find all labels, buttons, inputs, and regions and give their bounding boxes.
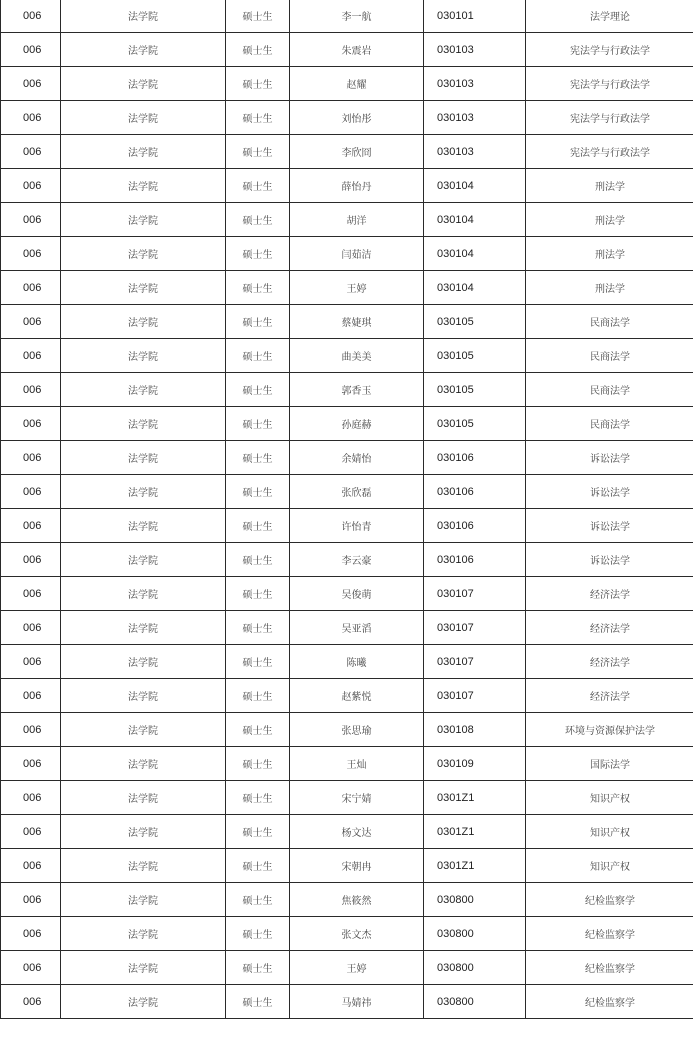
major-name-cell: 知识产权 xyxy=(526,781,693,815)
major-name-cell: 民商法学 xyxy=(526,339,693,373)
table-row xyxy=(1,577,693,611)
table-row xyxy=(1,611,693,645)
student-name-cell: 朱震岩 xyxy=(290,33,424,67)
student-name-cell: 吴俊萌 xyxy=(290,577,424,611)
student-type-cell: 硕士生 xyxy=(226,271,290,305)
student-name-cell: 张思瑜 xyxy=(290,713,424,747)
major-code-cell: 030105 xyxy=(424,339,526,373)
student-name-cell: 焦筱然 xyxy=(290,883,424,917)
table-row xyxy=(1,917,693,951)
major-name-cell: 民商法学 xyxy=(526,373,693,407)
student-type-cell: 硕士生 xyxy=(226,543,290,577)
college-cell: 法学院 xyxy=(61,305,226,339)
major-name-cell: 纪检监察学 xyxy=(526,985,693,1019)
major-code-cell: 030103 xyxy=(424,67,526,101)
major-name-cell: 刑法学 xyxy=(526,237,693,271)
major-code-cell: 030101 xyxy=(424,0,526,33)
major-name-cell: 知识产权 xyxy=(526,849,693,883)
student-type-cell: 硕士生 xyxy=(226,441,290,475)
student-name-cell: 王婷 xyxy=(290,951,424,985)
college-cell: 法学院 xyxy=(61,815,226,849)
college-code-cell: 006 xyxy=(1,679,61,713)
college-cell: 法学院 xyxy=(61,135,226,169)
student-type-cell: 硕士生 xyxy=(226,509,290,543)
college-code-cell: 006 xyxy=(1,883,61,917)
major-name-cell: 纪检监察学 xyxy=(526,883,693,917)
college-cell: 法学院 xyxy=(61,543,226,577)
major-code-cell: 030104 xyxy=(424,237,526,271)
college-cell: 法学院 xyxy=(61,747,226,781)
student-type-cell: 硕士生 xyxy=(226,815,290,849)
major-code-cell: 0301Z1 xyxy=(424,815,526,849)
student-name-cell: 宋宁婧 xyxy=(290,781,424,815)
college-cell: 法学院 xyxy=(61,509,226,543)
major-code-cell: 030107 xyxy=(424,679,526,713)
major-code-cell: 030105 xyxy=(424,305,526,339)
student-name-cell: 郭香玉 xyxy=(290,373,424,407)
college-code-cell: 006 xyxy=(1,33,61,67)
college-cell: 法学院 xyxy=(61,679,226,713)
college-code-cell: 006 xyxy=(1,101,61,135)
student-type-cell: 硕士生 xyxy=(226,645,290,679)
table-row xyxy=(1,169,693,203)
student-type-cell: 硕士生 xyxy=(226,917,290,951)
major-name-cell: 经济法学 xyxy=(526,645,693,679)
college-code-cell: 006 xyxy=(1,577,61,611)
major-name-cell: 诉讼法学 xyxy=(526,475,693,509)
student-name-cell: 赵紫悦 xyxy=(290,679,424,713)
student-type-cell: 硕士生 xyxy=(226,67,290,101)
student-type-cell: 硕士生 xyxy=(226,203,290,237)
college-cell: 法学院 xyxy=(61,237,226,271)
major-code-cell: 030107 xyxy=(424,645,526,679)
college-cell: 法学院 xyxy=(61,67,226,101)
college-code-cell: 006 xyxy=(1,917,61,951)
major-name-cell: 法学理论 xyxy=(526,0,693,33)
student-name-cell: 吴亚滔 xyxy=(290,611,424,645)
major-name-cell: 刑法学 xyxy=(526,203,693,237)
major-code-cell: 030107 xyxy=(424,577,526,611)
college-code-cell: 006 xyxy=(1,951,61,985)
table-row xyxy=(1,985,693,1019)
college-code-cell: 006 xyxy=(1,203,61,237)
student-name-cell: 王灿 xyxy=(290,747,424,781)
major-code-cell: 030800 xyxy=(424,883,526,917)
student-type-cell: 硕士生 xyxy=(226,169,290,203)
student-type-cell: 硕士生 xyxy=(226,747,290,781)
student-name-cell: 李一航 xyxy=(290,0,424,33)
major-name-cell: 刑法学 xyxy=(526,271,693,305)
student-type-cell: 硕士生 xyxy=(226,237,290,271)
major-name-cell: 知识产权 xyxy=(526,815,693,849)
college-cell: 法学院 xyxy=(61,33,226,67)
major-code-cell: 030105 xyxy=(424,407,526,441)
student-type-cell: 硕士生 xyxy=(226,339,290,373)
college-cell: 法学院 xyxy=(61,985,226,1019)
major-code-cell: 030106 xyxy=(424,441,526,475)
major-name-cell: 经济法学 xyxy=(526,611,693,645)
student-type-cell: 硕士生 xyxy=(226,305,290,339)
major-code-cell: 030108 xyxy=(424,713,526,747)
student-name-cell: 李欣冏 xyxy=(290,135,424,169)
major-code-cell: 030107 xyxy=(424,611,526,645)
major-code-cell: 0301Z1 xyxy=(424,781,526,815)
major-code-cell: 030104 xyxy=(424,271,526,305)
major-name-cell: 纪检监察学 xyxy=(526,951,693,985)
student-name-cell: 杨文达 xyxy=(290,815,424,849)
student-type-cell: 硕士生 xyxy=(226,33,290,67)
college-cell: 法学院 xyxy=(61,781,226,815)
table-row xyxy=(1,679,693,713)
college-cell: 法学院 xyxy=(61,373,226,407)
major-name-cell: 经济法学 xyxy=(526,577,693,611)
college-code-cell: 006 xyxy=(1,543,61,577)
table-row xyxy=(1,543,693,577)
table-row xyxy=(1,509,693,543)
student-type-cell: 硕士生 xyxy=(226,781,290,815)
student-type-cell: 硕士生 xyxy=(226,475,290,509)
major-name-cell: 宪法学与行政法学 xyxy=(526,67,693,101)
major-code-cell: 030105 xyxy=(424,373,526,407)
student-name-cell: 王婷 xyxy=(290,271,424,305)
major-code-cell: 0301Z1 xyxy=(424,849,526,883)
major-name-cell: 宪法学与行政法学 xyxy=(526,101,693,135)
student-type-cell: 硕士生 xyxy=(226,407,290,441)
major-name-cell: 民商法学 xyxy=(526,305,693,339)
college-code-cell: 006 xyxy=(1,237,61,271)
student-name-cell: 宋朝冉 xyxy=(290,849,424,883)
college-cell: 法学院 xyxy=(61,0,226,33)
college-cell: 法学院 xyxy=(61,339,226,373)
student-name-cell: 赵耀 xyxy=(290,67,424,101)
student-name-cell: 刘怡彤 xyxy=(290,101,424,135)
major-code-cell: 030106 xyxy=(424,509,526,543)
major-name-cell: 国际法学 xyxy=(526,747,693,781)
table-row xyxy=(1,339,693,373)
table-row xyxy=(1,373,693,407)
college-cell: 法学院 xyxy=(61,407,226,441)
college-cell: 法学院 xyxy=(61,917,226,951)
table-row xyxy=(1,271,693,305)
college-code-cell: 006 xyxy=(1,713,61,747)
student-name-cell: 张欣磊 xyxy=(290,475,424,509)
table-row xyxy=(1,781,693,815)
student-type-cell: 硕士生 xyxy=(226,577,290,611)
college-cell: 法学院 xyxy=(61,611,226,645)
college-cell: 法学院 xyxy=(61,101,226,135)
major-name-cell: 诉讼法学 xyxy=(526,441,693,475)
student-name-cell: 许怡青 xyxy=(290,509,424,543)
college-code-cell: 006 xyxy=(1,0,61,33)
major-name-cell: 宪法学与行政法学 xyxy=(526,135,693,169)
college-cell: 法学院 xyxy=(61,475,226,509)
college-cell: 法学院 xyxy=(61,271,226,305)
college-cell: 法学院 xyxy=(61,645,226,679)
college-cell: 法学院 xyxy=(61,169,226,203)
college-code-cell: 006 xyxy=(1,815,61,849)
major-name-cell: 诉讼法学 xyxy=(526,543,693,577)
college-cell: 法学院 xyxy=(61,883,226,917)
college-code-cell: 006 xyxy=(1,407,61,441)
college-cell: 法学院 xyxy=(61,713,226,747)
college-code-cell: 006 xyxy=(1,271,61,305)
student-name-cell: 余婧怡 xyxy=(290,441,424,475)
college-code-cell: 006 xyxy=(1,611,61,645)
student-name-cell: 李云豪 xyxy=(290,543,424,577)
student-type-cell: 硕士生 xyxy=(226,101,290,135)
major-code-cell: 030103 xyxy=(424,33,526,67)
major-name-cell: 宪法学与行政法学 xyxy=(526,33,693,67)
college-code-cell: 006 xyxy=(1,67,61,101)
college-code-cell: 006 xyxy=(1,781,61,815)
major-code-cell: 030103 xyxy=(424,135,526,169)
student-type-cell: 硕士生 xyxy=(226,0,290,33)
college-code-cell: 006 xyxy=(1,475,61,509)
student-type-cell: 硕士生 xyxy=(226,611,290,645)
college-cell: 法学院 xyxy=(61,203,226,237)
table-row xyxy=(1,203,693,237)
major-name-cell: 民商法学 xyxy=(526,407,693,441)
table-body xyxy=(1,0,693,1019)
student-type-cell: 硕士生 xyxy=(226,883,290,917)
table-row xyxy=(1,0,693,33)
student-name-cell: 闫茹洁 xyxy=(290,237,424,271)
table-row xyxy=(1,135,693,169)
college-cell: 法学院 xyxy=(61,951,226,985)
table-row xyxy=(1,713,693,747)
college-code-cell: 006 xyxy=(1,441,61,475)
student-name-cell: 孙庭赫 xyxy=(290,407,424,441)
table-row xyxy=(1,883,693,917)
student-type-cell: 硕士生 xyxy=(226,135,290,169)
college-code-cell: 006 xyxy=(1,339,61,373)
table-row xyxy=(1,747,693,781)
major-name-cell: 诉讼法学 xyxy=(526,509,693,543)
college-code-cell: 006 xyxy=(1,985,61,1019)
table-row xyxy=(1,645,693,679)
table-row xyxy=(1,475,693,509)
college-cell: 法学院 xyxy=(61,849,226,883)
major-code-cell: 030104 xyxy=(424,203,526,237)
college-code-cell: 006 xyxy=(1,849,61,883)
student-name-cell: 张文杰 xyxy=(290,917,424,951)
major-code-cell: 030800 xyxy=(424,985,526,1019)
major-name-cell: 刑法学 xyxy=(526,169,693,203)
student-name-cell: 曲美美 xyxy=(290,339,424,373)
table-row xyxy=(1,951,693,985)
major-code-cell: 030106 xyxy=(424,543,526,577)
college-code-cell: 006 xyxy=(1,645,61,679)
student-name-cell: 胡洋 xyxy=(290,203,424,237)
student-name-cell: 蔡婕琪 xyxy=(290,305,424,339)
table-row xyxy=(1,67,693,101)
college-cell: 法学院 xyxy=(61,577,226,611)
major-code-cell: 030103 xyxy=(424,101,526,135)
table-row xyxy=(1,33,693,67)
major-name-cell: 经济法学 xyxy=(526,679,693,713)
college-cell: 法学院 xyxy=(61,441,226,475)
major-code-cell: 030109 xyxy=(424,747,526,781)
major-code-cell: 030800 xyxy=(424,917,526,951)
major-code-cell: 030104 xyxy=(424,169,526,203)
table-row xyxy=(1,849,693,883)
table-row xyxy=(1,237,693,271)
student-type-cell: 硕士生 xyxy=(226,679,290,713)
table-row xyxy=(1,815,693,849)
student-name-cell: 马婧祎 xyxy=(290,985,424,1019)
major-name-cell: 纪检监察学 xyxy=(526,917,693,951)
college-code-cell: 006 xyxy=(1,373,61,407)
college-code-cell: 006 xyxy=(1,305,61,339)
student-type-cell: 硕士生 xyxy=(226,951,290,985)
student-type-cell: 硕士生 xyxy=(226,373,290,407)
college-code-cell: 006 xyxy=(1,747,61,781)
student-name-cell: 陈曦 xyxy=(290,645,424,679)
student-type-cell: 硕士生 xyxy=(226,713,290,747)
student-type-cell: 硕士生 xyxy=(226,985,290,1019)
table-row xyxy=(1,305,693,339)
table-row xyxy=(1,407,693,441)
student-name-cell: 薛怡丹 xyxy=(290,169,424,203)
college-code-cell: 006 xyxy=(1,509,61,543)
table-row xyxy=(1,441,693,475)
college-code-cell: 006 xyxy=(1,135,61,169)
student-type-cell: 硕士生 xyxy=(226,849,290,883)
table-row xyxy=(1,101,693,135)
major-code-cell: 030800 xyxy=(424,951,526,985)
major-code-cell: 030106 xyxy=(424,475,526,509)
major-name-cell: 环境与资源保护法学 xyxy=(526,713,693,747)
college-code-cell: 006 xyxy=(1,169,61,203)
